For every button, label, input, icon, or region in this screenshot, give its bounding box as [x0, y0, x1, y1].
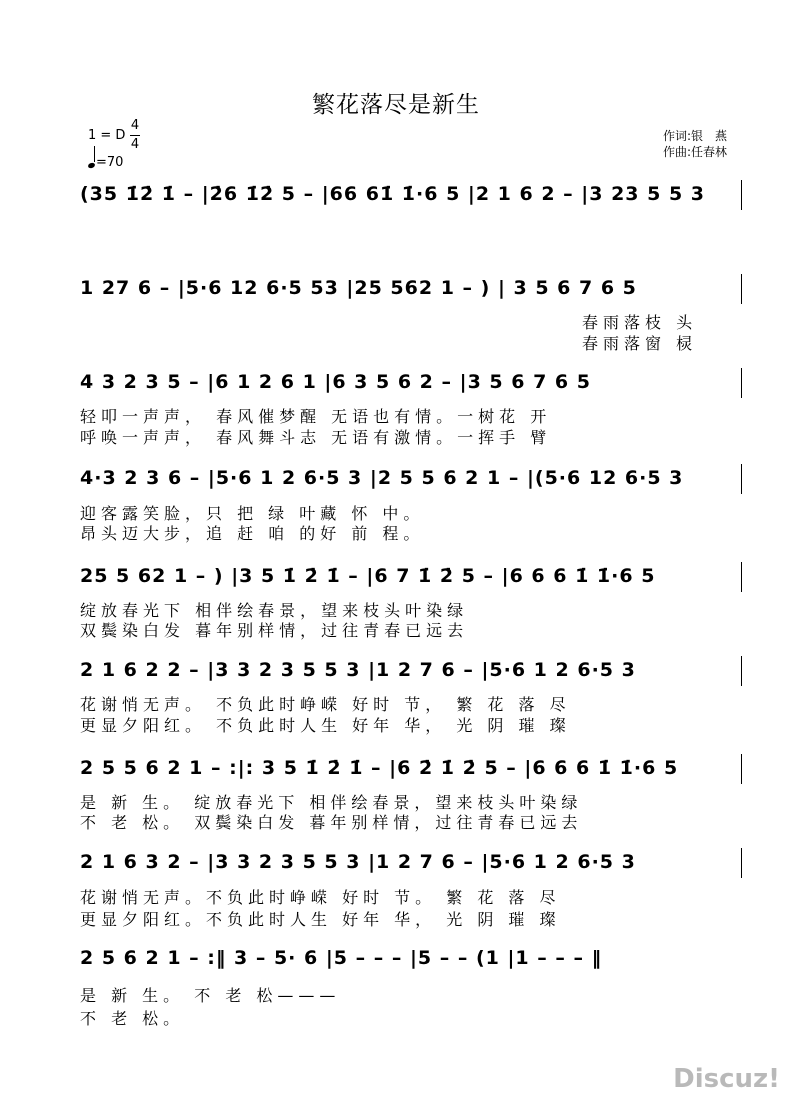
notation-line-3: 4 3 2 3 5 – |6 1 2 6 1 |6 3 5 6 2 – |3 5 6 7 6 5 — [80, 371, 591, 393]
barline — [741, 656, 742, 686]
lyric-line-4a: 迎客露笑脸，只 把 绿 叶藏 怀 中。 — [80, 504, 425, 523]
tempo-value: =70 — [96, 155, 124, 170]
lyric-line-5b: 双鬓染白发 暮年别样情，过往青春已远去 — [80, 621, 469, 640]
lyric-line-5a: 绽放春光下 相伴绘春景，望来枝头叶染绿 — [80, 601, 469, 620]
note-stem — [94, 146, 95, 162]
barline — [741, 562, 742, 592]
notation-line-6: 2 1 6 2 2 – |3 3 2 3 5 5 3 |1 2 7 6 – |5·6 1 2 6·5 3 — [80, 659, 636, 681]
key-signature: 1 = D — [88, 128, 126, 143]
notation-line-2: 1 27 6 – |5·6 12 6·5 53 |25 562 1 – ) | 3 5 6 7 6 5 — [80, 277, 637, 299]
lyric-line-7a: 是 新 生。 绽放春光下 相伴绘春景，望来枝头叶染绿 — [80, 793, 583, 812]
notation-line-4: 4·3 2 3 6 – |5·6 1 2 6·5 3 |2 5 5 6 2 1 – |(5·6 12 6·5 3 — [80, 467, 684, 489]
tempo-mark — [88, 150, 123, 170]
notation-line-1: (35 1̇2̇ 1̇ – |2̇6 1̇2̇ 5 – |66 61̇ 1̇·6 5 |2 1 6 2 – |3 23 5 5 3 — [80, 183, 706, 205]
meter-divider — [130, 135, 140, 136]
lyric-line-9a: 是 新 生。 不 老 松——— — [80, 986, 341, 1005]
credits — [663, 128, 727, 160]
notation-line-5: 25 5 62 1 – ) |3 5 1̇ 2̇ 1̇ – |6 7 1̇ 2̇ 5 – |6 6 6 1̇ 1̇·6 5 — [80, 565, 656, 587]
song-title: 繁花落尽是新生 — [312, 92, 480, 118]
lyric-line-8a: 花谢悄无声。不负此时峥嵘 好时 节。 繁 花 落 尽 — [80, 888, 561, 907]
lyric-line-6a: 花谢悄无声。 不负此时峥嵘 好时 节， 繁 花 落 尽 — [80, 695, 571, 714]
time-signature — [130, 118, 140, 153]
lyric-line-4b: 昂头迈大步，追 赶 咱 的好 前 程。 — [80, 524, 425, 543]
notation-line-7: 2 5 5 6 2 1 – :|: 3 5 1̇ 2̇ 1̇ – |6 2̇ 1̇ 2̇ 5 – |6 6 6 1̇ 1̇·6 5 — [80, 757, 679, 779]
lyric-line-2b: 春雨落窗 棂 — [582, 334, 698, 353]
lyric-line-2a: 春雨落枝 头 — [582, 313, 698, 332]
lyric-line-8b: 更显夕阳红。不负此时人生 好年 华， 光 阴 璀 璨 — [80, 910, 561, 929]
lyric-line-9b: 不 老 松。 — [80, 1009, 185, 1028]
meter-bottom: 4 — [130, 137, 140, 152]
notation-line-9: 2 5 6 2 1 – :‖ 3 – 5· 6 |5 – – – |5 – – (1 |1 – – – ‖ — [80, 947, 603, 969]
lyric-line-7b: 不 老 松。 双鬓染白发 暮年别样情，过往青春已远去 — [80, 813, 583, 832]
quarter-note-icon — [87, 162, 95, 169]
notation-line-8: 2 1 6 3 2 – |3 3 2 3 5 5 3 |1 2 7 6 – |5·6 1 2 6·5 3 — [80, 851, 636, 873]
barline — [741, 368, 742, 398]
lyric-line-3b: 呼唤一声声， 春风舞斗志 无语有激情。一挥手 臂 — [80, 428, 552, 447]
barline — [741, 464, 742, 494]
lyric-line-6b: 更显夕阳红。 不负此时人生 好年 华， 光 阴 璀 璨 — [80, 716, 571, 735]
lyricist: 作词:银 燕 — [663, 129, 728, 143]
barline — [741, 754, 742, 784]
lyric-line-3a: 轻叩一声声， 春风催梦醒 无语也有情。一树花 开 — [80, 407, 552, 426]
meter-top: 4 — [130, 118, 140, 133]
barline — [741, 180, 742, 210]
watermark-logo: Discuz! — [673, 1064, 780, 1094]
composer: 作曲:任春林 — [663, 145, 728, 159]
barline — [741, 848, 742, 878]
barline — [741, 274, 742, 304]
